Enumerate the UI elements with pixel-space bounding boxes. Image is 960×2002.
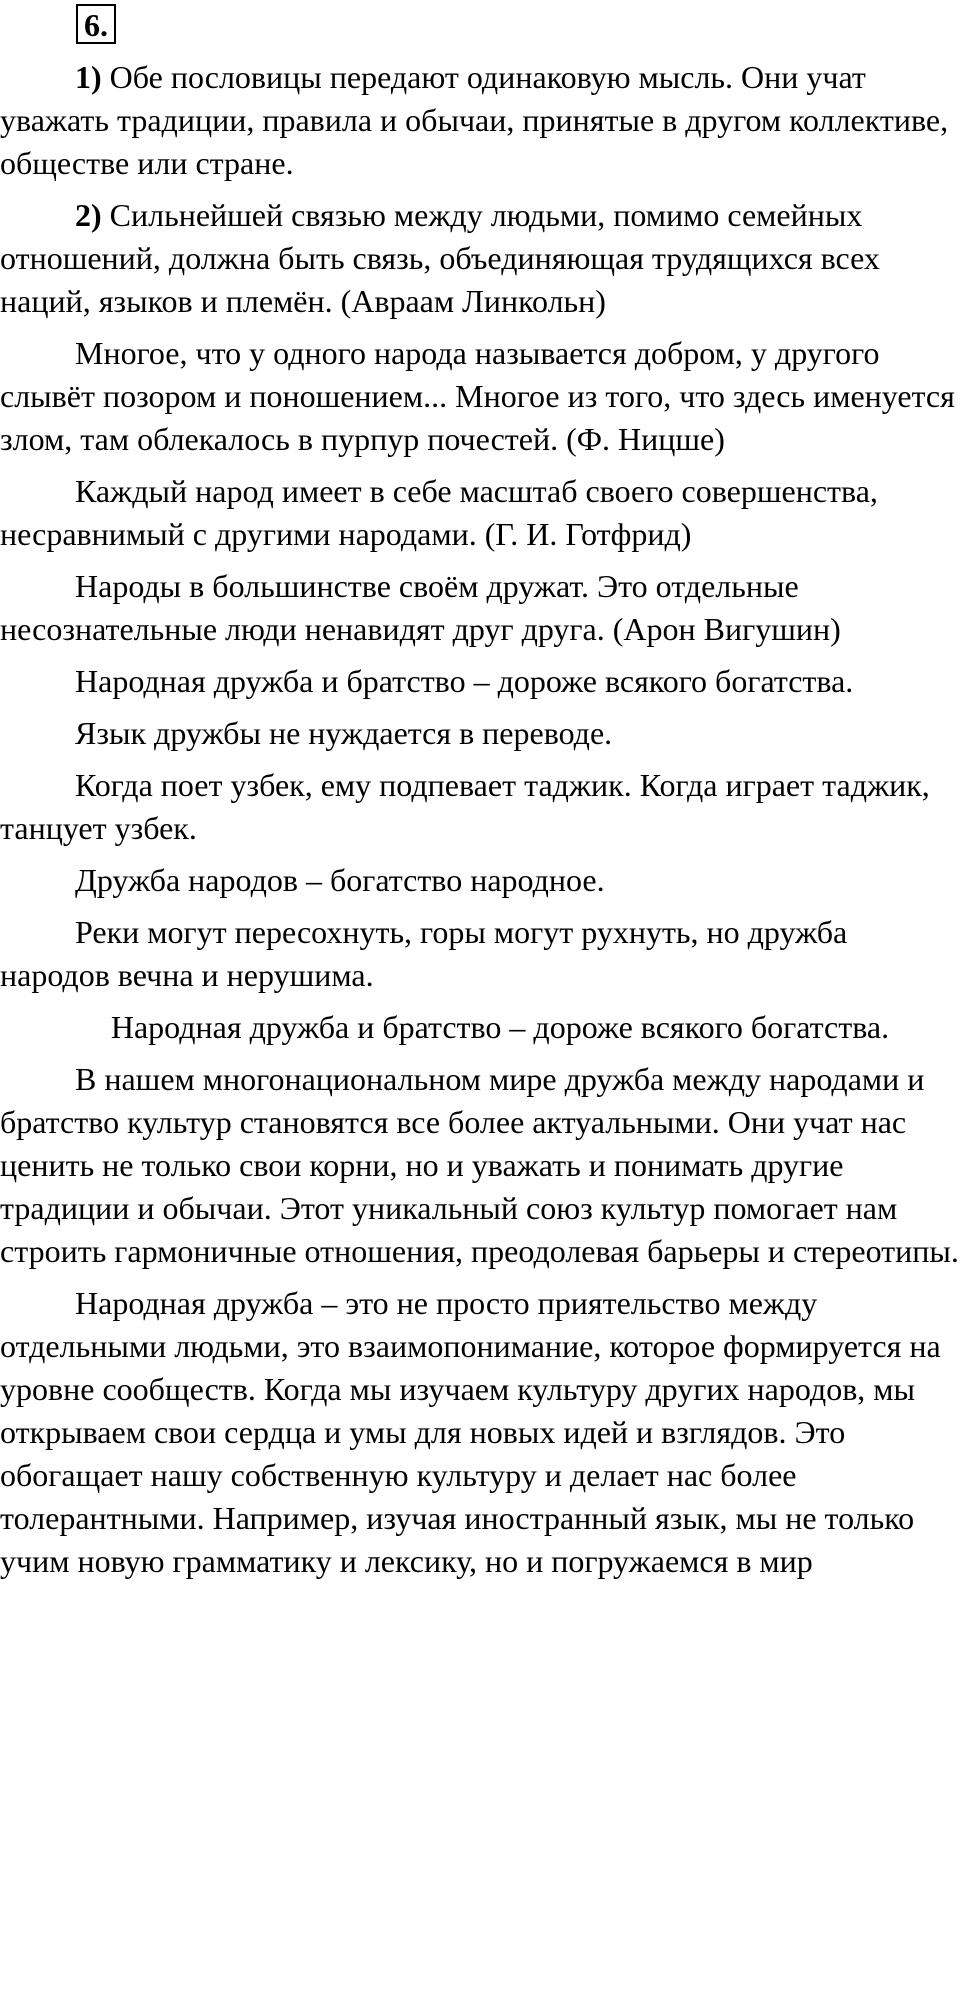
quote-paragraph: Народы в большинстве своём дружат. Это отдельные несознательные люди ненавидят друг друга. (Арон Вигушин) (0, 568, 841, 647)
item-2-marker: 2) (75, 197, 102, 233)
document-body (0, 56, 960, 1592)
task-number: 6. (76, 4, 116, 44)
quote-paragraph: Язык дружбы не нуждается в переводе. (75, 715, 613, 751)
quote-paragraph: Когда поет узбек, ему подпевает таджик. Когда играет таджик, танцует узбек. (0, 767, 930, 846)
item-1-text: Обе пословицы передают одинаковую мысль. Они учат уважать традиции, правила и обычаи, принятые в другом коллективе, обществе или стране. (0, 59, 949, 181)
quote-paragraph: Каждый народ имеет в себе масштаб своего совершенства, несравнимый с другими народами. (Г. И. Готфрид) (0, 473, 878, 552)
quote-paragraph: Дружба народов – богатство народное. (75, 862, 605, 898)
item-2 (0, 194, 960, 323)
quote-paragraph: Реки могут пересохнуть, горы могут рухнуть, но дружба народов вечна и нерушима. (0, 914, 848, 993)
item-1-marker: 1) (75, 59, 102, 95)
item-1 (0, 56, 960, 185)
essay-paragraph: Народная дружба – это не просто приятельство между отдельными людьми, это взаимопонимание, которое формируется на уровне сообществ. Когда мы изучаем культуру других народов, мы открываем свои сердца и умы для новых идей и взглядов. Это обогащает нашу собственную культуру и делает нас более толерантными. Например, изучая иностранный язык, мы не только учим новую грамматику и лексику, но и погружаемся в мир (0, 1285, 941, 1579)
quote-paragraph: Многое, что у одного народа называется добром, у другого слывёт позором и поношением... Многое из того, что здесь именуется злом, там облекалось в пурпур почестей. (Ф. Ницше) (0, 335, 955, 457)
essay-paragraph: В нашем многонациональном мире дружба между народами и братство культур становятся все более актуальными. Они учат нас ценить не только свои корни, но и уважать и понимать другие традиции и обычаи. Этот уникальный союз культур помогает нам строить гармоничные отношения, преодолевая барьеры и стереотипы. (0, 1061, 959, 1269)
item-2-text: Сильнейшей связью между людьми, помимо семейных отношений, должна быть связь, объединяющая трудящихся всех наций, языков и племён. (Авраам Линкольн) (0, 197, 880, 319)
essay-title: Народная дружба и братство – дороже всякого богатства. (110, 1009, 890, 1045)
quote-paragraph: Народная дружба и братство – дороже всякого богатства. (75, 663, 854, 699)
